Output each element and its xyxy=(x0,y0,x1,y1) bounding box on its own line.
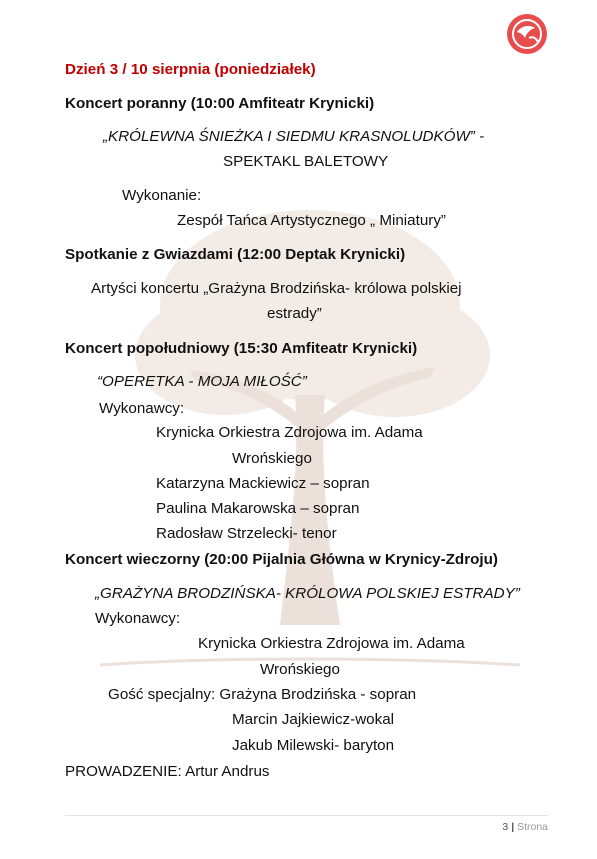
evening-performer: Jakub Milewski- baryton xyxy=(232,737,395,754)
evening-guest-line: Gość specjalny: Grażyna Brodzińska - sopran xyxy=(108,686,417,703)
morning-title-line1: „KRÓLEWNA ŚNIEŻKA I SIEDMU KRASNOLUDKÓW” - xyxy=(103,128,485,145)
morning-title-line2: SPEKTAKL BALETOWY xyxy=(223,153,389,170)
host-line: PROWADZENIE: Artur Andrus xyxy=(65,763,270,780)
afternoon-concert-heading: Koncert popołudniowy (15:30 Amfiteatr Krynicki) xyxy=(65,340,418,357)
evening-orchestra-line1: Krynicka Orkiestra Zdrojowa im. Adama xyxy=(198,635,465,652)
afternoon-orchestra-line2: Wrońskiego xyxy=(232,450,312,467)
evening-orchestra-line2: Wrońskiego xyxy=(260,661,340,678)
meeting-heading: Spotkanie z Gwiazdami (12:00 Deptak Krynicki) xyxy=(65,246,406,263)
afternoon-performer: Paulina Makarowska – sopran xyxy=(156,500,360,517)
page-word: Strona xyxy=(517,821,548,833)
day-heading: Dzień 3 / 10 sierpnia (poniedziałek) xyxy=(65,61,316,78)
page-footer xyxy=(502,821,548,833)
evening-performers-label: Wykonawcy: xyxy=(95,610,181,627)
page-number: 3 xyxy=(502,821,509,833)
evening-concert-heading: Koncert wieczorny (20:00 Pijalnia Główna w Krynicy-Zdroju) xyxy=(65,551,498,568)
meeting-line1: Artyści koncertu „Grażyna Brodzińska- królowa polskiej xyxy=(91,280,462,297)
afternoon-title: “OPERETKA - MOJA MIŁOŚĆ” xyxy=(97,373,307,390)
afternoon-performer: Katarzyna Mackiewicz – sopran xyxy=(156,475,370,492)
footer-divider xyxy=(65,815,548,816)
afternoon-performer: Radosław Strzelecki- tenor xyxy=(156,525,337,542)
festival-logo-icon xyxy=(505,12,549,56)
evening-title: „GRAŻYNA BRODZIŃSKA- KRÓLOWA POLSKIEJ ESTRADY” xyxy=(95,585,520,602)
afternoon-orchestra-line1: Krynicka Orkiestra Zdrojowa im. Adama xyxy=(156,424,423,441)
meeting-line2: estrady” xyxy=(267,305,322,322)
footer-separator: | xyxy=(511,821,515,833)
afternoon-performers-label: Wykonawcy: xyxy=(99,400,185,417)
morning-performer-label: Wykonanie: xyxy=(122,187,202,204)
evening-performer: Marcin Jajkiewicz-wokal xyxy=(232,711,395,728)
morning-performer: Zespół Tańca Artystycznego „ Miniatury” xyxy=(177,212,446,229)
morning-concert-heading: Koncert poranny (10:00 Amfiteatr Krynicki) xyxy=(65,95,375,112)
